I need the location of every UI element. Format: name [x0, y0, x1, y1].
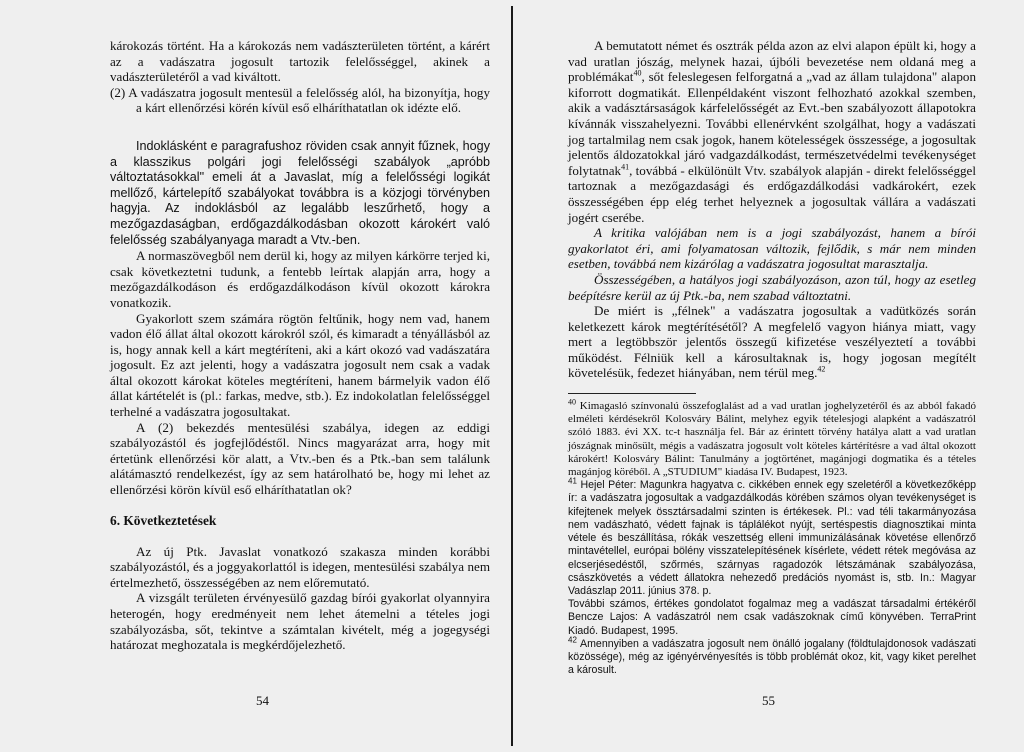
left-para-a2: A (2) bekezdés mentesülési szabálya, idegen az eddigi szabályozástól és jogfejlődéstől. Nincs magyarázat arra, hogy mit értetünk ellenőrzési kör alatt, a Vtv.-ben és a Ptk.-ban sem találunk alátámasztó rendelkezést, így az sem határolható be, hogy mi lehet az ellenőrzési körön kívül eső elháríthatatlan ok? — [110, 419, 490, 498]
footnote-41b: További számos, értékes gondolatot fogalmaz meg a vadászat társadalmi értékéről Bencze Lajos: A vadászatról nem csak vadászoknak című könyvében. TerraPrint Kiadó. Budapest, 1995. — [568, 598, 976, 637]
left-top-paragraph: károkozás történt. Ha a károkozás nem vadászterületen történt, a kárért az a vadászatra jogosult tartozik felelősséggel, akinek a vadászterületéről a vad kiváltott. — [110, 38, 490, 85]
page-number-left: 54 — [256, 693, 269, 708]
footnote-40: $^{40}$ Kimagasló színvonalú összefoglalást ad a vad uratlan joghelyzetéről és az abból fakadó elméleti kérdésekről Kolosváry Bálint, melyhez egyik tételesjogi alapként a vadászatról szóló 1883. évi XX. tc-t használja fel. Bár az érintett törvény hatálya alatt a vad uratlan jószágnak minősült, mégis a vadászatra jogosult volt köteles kártérítésre a vad által okozott károkért! Kolosváry Bálint: Tanulmány a jogtörténet, magánjogi dogmatika és a tételes magánjog köréből. A „STUDIUM" kiadása IV. Budapest, 1923. — [568, 397, 977, 479]
footnote-41: $^{41}$ Hejel Péter: Magunkra hagyatva c. cikkében ennek egy szeletéről a következőképp ír: a vadászatra jogosultak a vadgazdálkodás körében számos olyan tevékenységet is kifejtenek melyek össztársadalmi szinten is értékesek. Pl.: vad téli takarmányozása nem vadászható, védett fajnak is táplálékot nyújt, sertéspestis diagnosztikai minta vétele és beszállítása, rókák veszettség elleni immunizálásának követése ellenőrző mintavétellel, európai bölény visszatelepítésének kísérlete, védett rétek megóvása az elcserjésedéstől, szőrmés, szárnyas ragadozók létszámának szabályozása, császkövetés a védett állatokra nehezedő predációs nyomást is, stb. In.: Magyar Vadászlap 2011. június 378. p. — [568, 476, 976, 597]
footnote-separator — [568, 393, 696, 394]
left-para-normaszoveg: A normaszövegből nem derül ki, hogy az milyen kárkörre terjed ki, csak következtetni tudunk, a fentebb leírtak alapján arra, hogy a mezőgazdálkodáson és erdőgazdálkodáson kívül okozott károkra vonatkozik. — [110, 248, 490, 310]
section-heading: 6. Következtetések — [110, 512, 217, 528]
footnote-42: $^{42}$ Amennyiben a vadászatra jogosult nem önálló jogalany (földtulajdonosok vadászati közössége), még az igényérvényesítés is több problémát okoz, kit, vagy kiket perelhet a károsult. — [568, 635, 977, 677]
left-item-2: (2) A vadászatra jogosult mentesül a felelősség alól, ha bizonyítja, hogy a kárt ellenőrzési körén kívül eső elháríthatatlan ok idézte elő. — [110, 84, 490, 116]
left-para-gyakorlott: Gyakorlott szem számára rögtön feltűnik, hogy nem vad, hanem vadon élő állat által okozott károkról szól, és kimaradt a tényállásból az is, hogy annak kell a kárt megtéríteni, aki a kárt okozó vad vadászatára jogosult. Ez azt jelenti, hogy a vadászatra jogosult nem csak a vadak által okozott károkat köteles megtéríteni, hanem bármelyik vadon élő állat kártételét is (pl.: farkas, medve, stb.). Ez indokolatlan felelősséggel terhelné a vadászatra jogosultakat. — [110, 310, 490, 420]
right-para-osszessegeben: Összességében, a hatályos jogi szabályozáson, azon túl, hogy az esetleg beépítésre kerül az új Ptk.-ba, nem szabad változtatni. — [568, 271, 976, 303]
right-para-bemutatott: A bemutatott német és osztrák példa azon az elvi alapon épült ki, hogy a vad uratlan jószág, melynek hazai, újbóli bevezetése nem oldaná meg a problémákat$^{40}$, sőt feleslegesen felforgatná a „vad az állam tulajdona" alapon kiforrott dogmatikát. Ellenpéldaként viszont felhozható azokkal szemben, akik a vadásztársaságok kárfelelősségét az Evt.-ben szabályozott állapotokra kívánnák visszahelyezni. További ellenérvként szolgálhat, hogy a vadászati jog tartalmilag nem csak jogok, hanem kötelességek összessége, a jogosultak jelentős áldozatokkal járó vadgazdálkodást, természetvédelmi tevékenységet folytatnak$^{41}$, továbbá - elkülönült Vtv. szabályok alapján - direkt felelősséggel tartoznak a mezőgazdasági és erdőgazdálkodási vadkárokért, ezek összességében épp elég terhet helyeznek a jogosultak vállára a vadászati jogért cserébe. — [568, 38, 976, 225]
page-number-right: 55 — [762, 693, 775, 708]
right-para-kritika: A kritika valójában nem is a jogi szabályozást, hanem a bírói gyakorlatot éri, ami folyamatosan változik, fejlődik, s már nem minden esetben, továbbá nem kizárólag a vadászatra jogosultat marasztalja. — [568, 225, 976, 272]
right-para-de-miert: De miért is „félnek" a vadászatra jogosultak a vadütközés során keletkezett károk megtérítésétől? A megfelelő vagyon hiánya miatt, vagy mert a legtöbbször jelentős összegű kifizetése veszélyeztetí a további működést. Félniük kell a károsultaknak is, hogy jogosan megítélt követelésük, fedezet hiányában, nem térül meg.$^{42}$ — [568, 303, 976, 381]
left-para-uj-ptk: Az új Ptk. Javaslat vonatkozó szakasza minden korábbi szabályozástól, és a joggyakorlattól is idegen, mentesülési szabálya nem értelmezhető, összességében az nem előremutató. — [110, 543, 490, 590]
left-para-vizsgalt: A vizsgált területen érvényesülő gazdag bírói gyakorlat olyannyira heterogén, hogy eredményeit nem lehet átemelni a tételes jogi szabályozásba, sőt, tekintve a számtalan kivételt, még a jogegységi határozat meghozatala is megkérdőjelezhető. — [110, 590, 490, 653]
right-page — [512, 0, 1024, 752]
left-sans-paragraph: Indoklásként e paragrafushoz röviden csak annyit fűznek, hogy a klasszikus polgári jogi felelősségi szabályok „apróbb változtatásokkal" emeli át a Javaslat, míg a felelősségi logikát mellőző, kártelepítő szabályokat továbbra is a közjogi törvényben hagyja. Az indoklásból az legalább leszűrhető, hogy a mezőgazdaságban, erdőgazdálkodásban okozott károkért való felelősség szabályanyaga maradt a Vtv.-ben. — [110, 138, 490, 247]
